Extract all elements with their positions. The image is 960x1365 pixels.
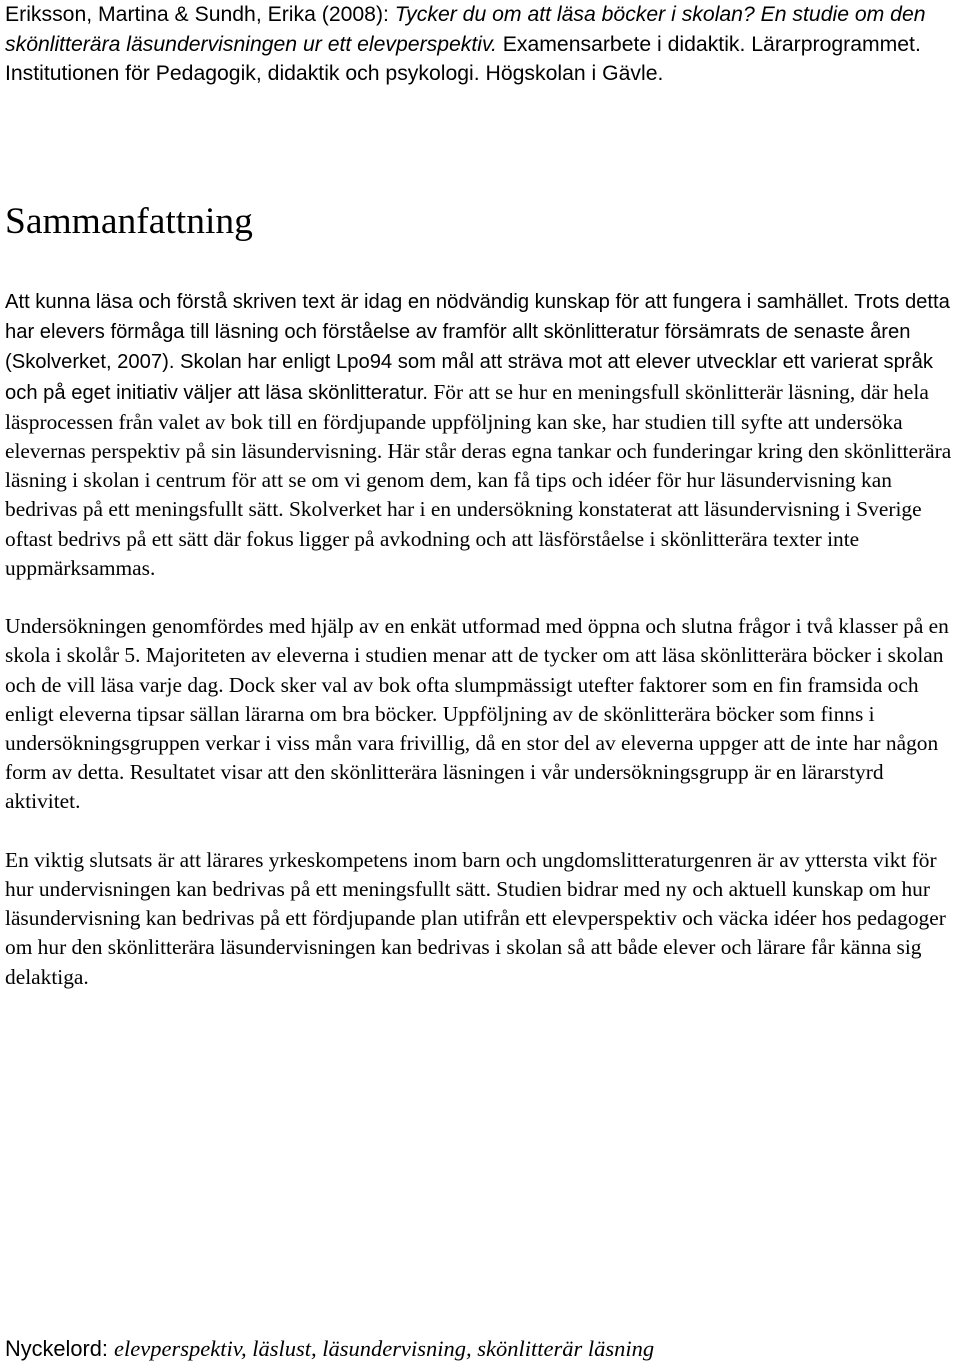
abstract-body [5, 287, 957, 1021]
abstract-paragraph-2: Undersökningen genomfördes med hjälp av en enkät utformad med öppna och slutna frågor i två klasser på en skola i skolår 5. Majoriteten av eleverna i studien menar att de tycker om att läsa skönlitterära böcker i skolan och de vill läsa varje dag. Dock sker val av bok ofta slumpmässigt utefter faktorer som en fin framsida och enligt eleverna tipsar sällan lärarna om bra böcker. Uppföljning av de skönlitterära böcker som finns i undersökningsgruppen verkar i viss mån vara frivillig, då en stor del av eleverna uppger att de inte har någon form av detta. Resultatet visar att den skönlitterära läsningen i vår undersökningsgrupp är en lärarstyrd aktivitet. [5, 614, 949, 814]
keywords-label: Nyckelord: [5, 1336, 115, 1361]
keywords-line [5, 1334, 654, 1363]
keywords-terms: elevperspektiv, läslust, läsundervisning, skönlitterär läsning [114, 1336, 655, 1361]
paragraph-1-part-a: Att kunna läsa och förstå skriven text är idag en nödvändig kunskap för att fungera i samhället. Trots detta har elevers förmåga till läsning och förståelse av framför allt skönlitteratur försämrats de senaste åren (Skolverket, 2007). Skolan har enligt Lpo94 som mål att sträva mot att elever utvecklar ett varierat språk och på eget initiativ väljer att läsa skönlitteratur. [5, 291, 950, 404]
abstract-paragraph-3: En viktig slutsats är att lärares yrkeskompetens inom barn och ungdomslitteraturgenren är av yttersta vikt för hur undervisningen kan bedrivas på ett meningsfullt sätt. Studien bidrar med ny och aktuell kunskap om hur läsundervisning kan bedrivas på ett fördjupande plan utifrån ett elevperspektiv och väcka idéer hos pedagoger om hur den skönlitterära läsundervisningen kan bedrivas i skolan så att både elever och lärare får känna sig delaktiga. [5, 847, 946, 989]
citation-publication-info: Examensarbete i didaktik. Lärarprogrammet. Institutionen för Pedagogik, didaktik och psykologi. Högskolan i Gävle. [5, 32, 921, 85]
citation [5, 0, 955, 89]
section-heading: Sammanfattning [5, 201, 253, 242]
abstract-paragraph-1 [5, 287, 957, 583]
citation-title: Tycker du om att läsa böcker i skolan? En studie om den skönlitterära läsundervisningen ur ett elevperspektiv. [5, 3, 926, 56]
citation-authors: Eriksson, Martina & Sundh, Erika (2008): [5, 3, 395, 26]
paragraph-1-part-b: För att se hur en meningsfull skönlitterär läsning, där hela läsprocessen från valet av bok till en fördjupande uppföljning kan ske, har studien till syfte att undersöka elevernas perspektiv på sin läsundervisning. Här står deras egna tankar och funderingar kring den skönlitterära läsning i skolan i centrum för att se om vi genom dem, kan få tips och idéer för hur läsundervisning kan bedrivas på ett meningsfullt sätt. Skolverket har i en undersökning konstaterat att läsundervisning i Sverige oftast bedrivs på ett sätt där fokus ligger på avkodning och att läsförståelse i skönlitterära texter inte uppmärksammas. [5, 379, 952, 580]
